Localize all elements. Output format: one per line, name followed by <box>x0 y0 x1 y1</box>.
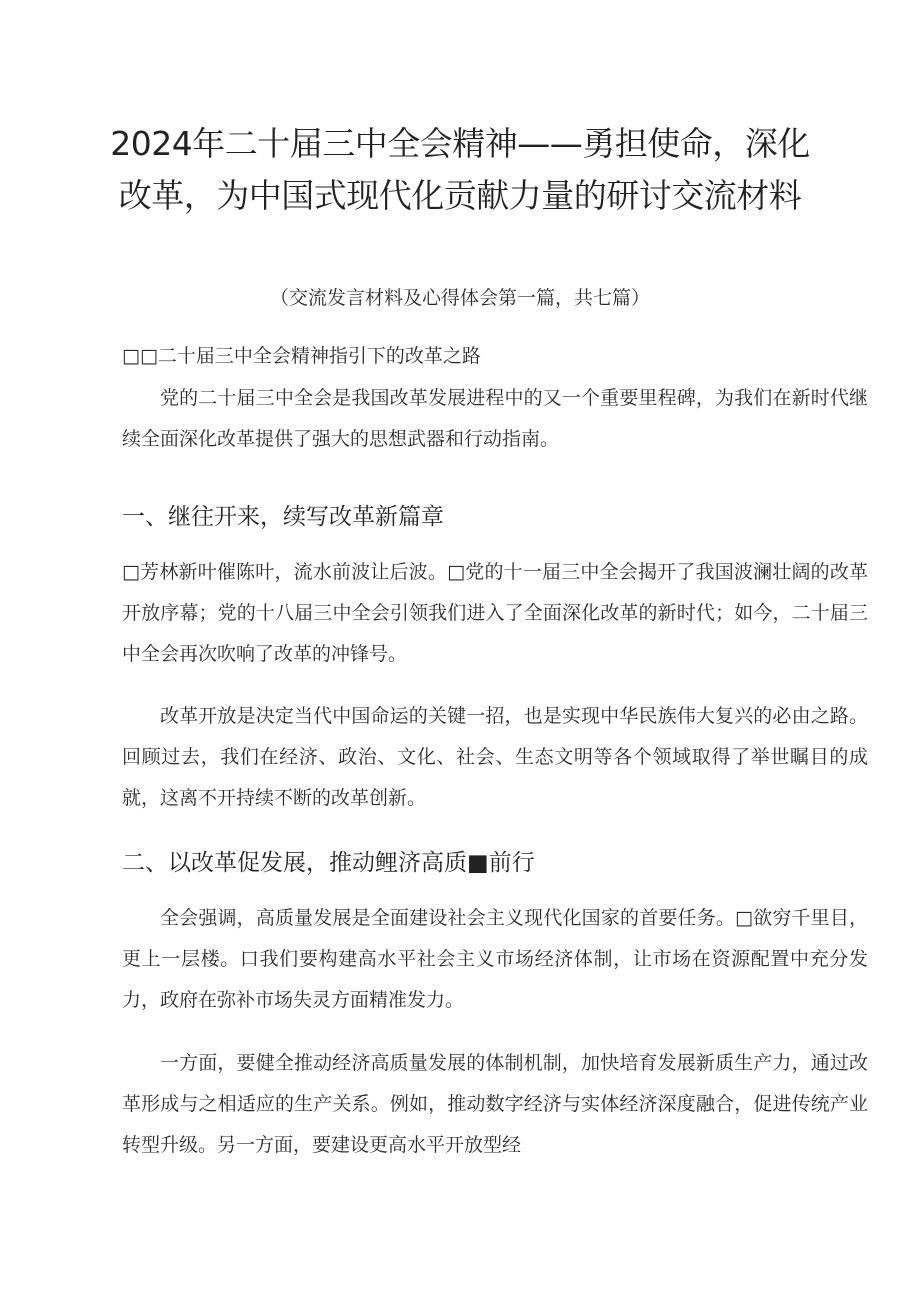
section-heading-2: 二、以改革促发展，推动鲤济高质■前行 <box>122 850 535 876</box>
paragraph-1: 党的二十届三中全会是我国改革发展进程中的又一个重要里程碑，为我们在新时代继续全面深化改革提供了强大的思想武器和行动指南。 <box>122 387 868 450</box>
document-subtitle: （交流发言材料及心得体会第一篇，共七篇） <box>269 287 650 309</box>
document-title: 2024年二十届三中全会精神——勇担使命，深化改革，为中国式现代化贡献力量的研讨交流材料 <box>110 124 810 215</box>
paragraph-5: 一方面，要健全推动经济高质量发展的体制机制，加快培育发展新质生产力，通过改革形成与之相适应的生产关系。例如，推动数字经济与实体经济深度融合，促进传统产业转型升级。另一方面，要建设更高水平开放型经 <box>122 1052 868 1156</box>
section-heading-1: 一、继往开来，续写改革新篇章 <box>122 504 444 530</box>
paragraph-2: □芳林新叶催陈叶，流水前波让后波。□党的十一届三中全会揭开了我国波澜壮阔的改革开放序幕；党的十八届三中全会引领我们进入了全面深化改革的新时代；如今，二十届三中全会再次吹响了改革的冲锋号。 <box>122 561 868 665</box>
intro-line: □□二十届三中全会精神指引下的改革之路 <box>122 345 481 367</box>
paragraph-4: 全会强调，高质量发展是全面建设社会主义现代化国家的首要任务。□欲穷千里目，更上一层楼。口我们要构建高水平社会主义市场经济体制，让市场在资源配置中充分发力，政府在弥补市场失灵方面精准发力。 <box>122 907 868 1011</box>
paragraph-3: 改革开放是决定当代中国命运的关键一招，也是实现中华民族伟大复兴的必由之路。回顾过去，我们在经济、政治、文化、社会、生态文明等各个领域取得了举世瞩目的成就，这离不开持续不断的改革创新。 <box>122 705 868 809</box>
